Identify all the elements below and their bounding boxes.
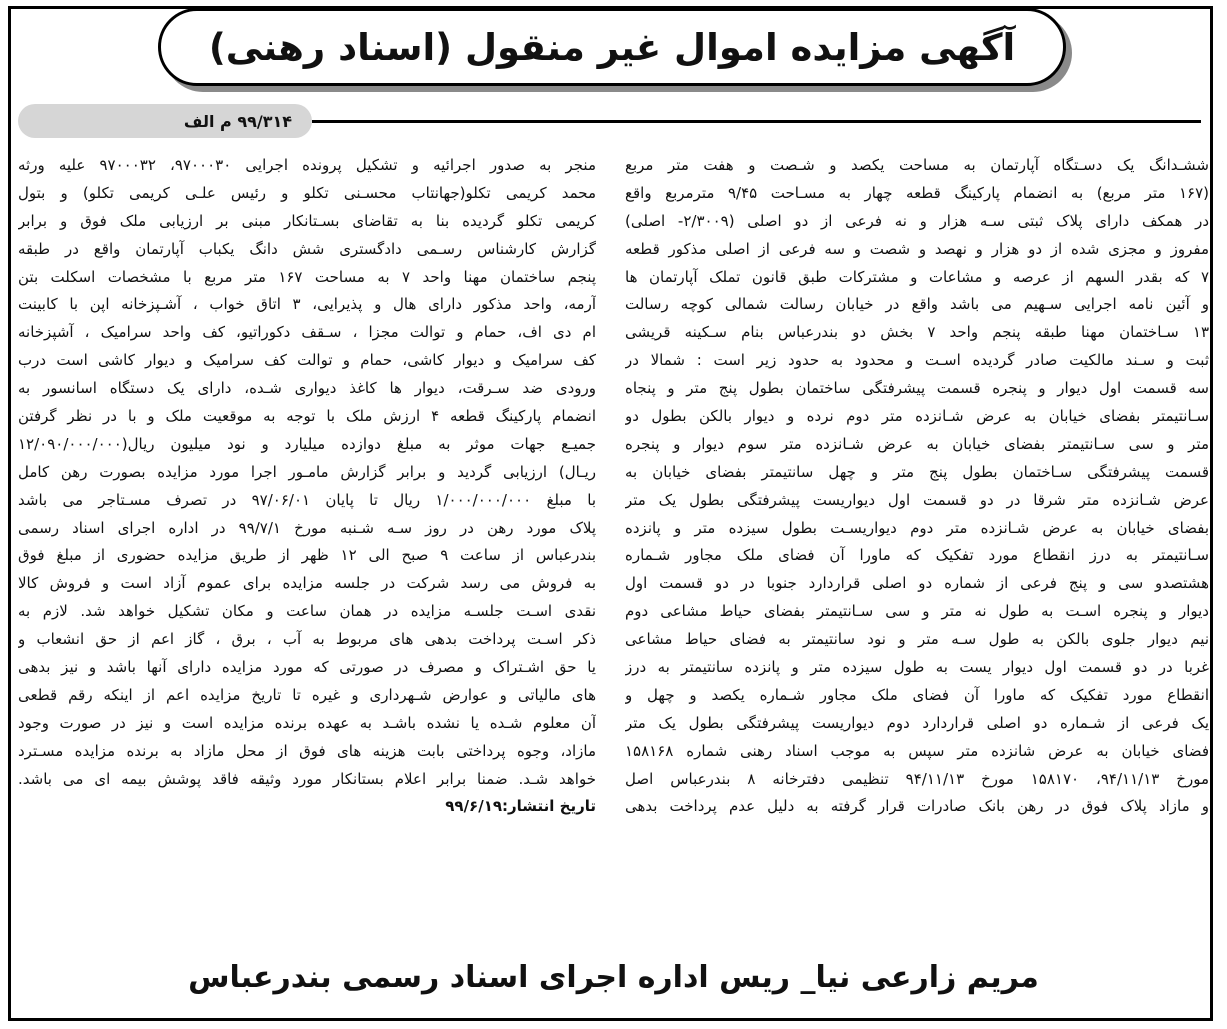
right-text-line: ثبت و سـند مالکیت صادر گردیده اسـت و محدود به حدود زیر است : شمالا در [625,351,1209,370]
right-text-line: سه قسمت اول دیوار و پنجره قسمت پیشرفتگی ساختمان بطول پنج متر و پنجاه [625,379,1209,398]
left-text-line: کف سرامیک و دیوار کاشی، حمام و توالت کف سرامیک و دیوار کاشی است درب [18,351,596,370]
title-banner [158,8,1066,86]
left-text-line: ریـال) ارزیابی گردید و برابر گزارش مامـور اجرا مورد مزایده بصورت رهن کامل [18,462,596,481]
right-text-line: سـانتیمتر به درز انقطاع مورد تفکیک که ماورا آن فضای ملک مجاور شـماره [625,546,1209,565]
left-text-line: آن معلوم شـده یا نشده باشـد به عهده برنده مزایده است و نیز در صورت وجود [18,713,596,732]
left-text-line: پنجم ساختمان مهنا واحد ۷ به مساحت ۱۶۷ متر مربع با مشخصات اسکلت بتن [18,267,596,286]
left-text-line: محمد کریمی تکلو(جهانتاب محسـنی تکلو و رئیس علـی کریمی تکلو) و بتول [18,183,596,202]
right-text-line: ششـدانگ یک دسـتگاه آپارتمان به مساحت یکصد و شـصت و هفت متر مربع [625,156,1209,174]
right-text-line: مورخ ۹۴/۱۱/۱۳، ۱۵۸۱۷۰ مورخ ۹۴/۱۱/۱۳ تنظیمی دفترخانه ۸ بندرعباس اصل [625,769,1209,788]
right-text-line: هشتصدو سی و پنج فرعی از شماره دو اصلی قراردارد جنوبا در دو قسمت اول [625,574,1209,593]
left-text-line: نقدی اسـت جلسـه مزایده در همان ساعت و مکان تشکیل خواهد شد. لازم به [18,602,596,621]
notice-title: آگهی مزایده اموال غیر منقول (اسناد رهنی) [208,25,1016,69]
left-text-line: گزارش کارشناس رسـمی دادگستری شش دانگ یکباب آپارتمان واقع در طبقه [18,239,596,258]
right-text-line: دیوار و پنجره اسـت به طول نه متر و سی سـانتیمتر بفضای حیاط مشاعی دوم [625,602,1209,621]
right-text-line: ۱۳ سـاختمان مهنا طبقه پنجم واحد ۷ بخش دو بندرعباس بنام سـکینه قریشی [625,323,1209,342]
right-text-line: و مازاد پلاک فوق در رهن بانک صادرات قرار گرفته به دلیل عدم پرداخت بدهی [625,797,1209,816]
right-text-line: در همکف دارای پلاک ثبتی سـه هزار و نه فرعی از دو اصلی (۲/۳۰۰۹- اصلی) [625,211,1209,230]
left-text-line: ام دی اف، حمام و توالت مجزا ، سـقف دکوراتیو، کف واحد سرامیک ، آشپزخانه [18,323,596,342]
right-text-line: قسمت پیشرفتگی سـاختمان بطول پنج متر و چهل سانتیمتر بفضای خیابان به [625,462,1209,481]
right-text-line: متر و سی سـانتیمتر بفضای خیابان به عرض شـانزده متر سوم دیوار و پنجره [625,434,1209,453]
left-text-line: ذکر اسـت پرداخت بدهی های مربوط به آب ، برق ، گاز اعم از حق انشعاب و [18,630,596,649]
reference-number: ۹۹/۳۱۴ م الف [183,111,292,131]
right-text-line: غربا در دو قسمت اول دیوار یست به طول سیزده متر و پانزده سانتیمتر به درز [625,658,1209,677]
right-column [625,152,1209,821]
left-text-line: جمیـع جهات موثر به مبلغ دوازده میلیارد و نود میلیون ریال(۱۲/۰۹۰/۰۰۰/۰۰۰ [18,434,596,453]
right-text-line: ۷ که بقدر السهم از عرصه و مشاعات و مشترکات طبق قانون تملک آپارتمان ها [625,267,1209,286]
footer [0,952,1227,1002]
left-text-line: یا حق اشـتراک و مصرف در صورتی که مورد مزایده دارای آنها باشد و نیز بدهی [18,658,596,677]
left-text-line: مازاد، وجوه پرداختی بابت هزینه های فوق از محل مازاد به برنده مزایده مسـترد [18,741,596,760]
left-text-line: کریمی تکلو گردیده بنا به تقاضای بسـتانکار مبنی بر ارزیابی ملک فوق و برابر [18,211,596,230]
reference-badge [18,104,312,138]
right-text-line: انقطاع مورد تفکیک که ماورا آن فضای ملک مجاور شـماره یکصد و چهل و [625,685,1209,704]
right-text-line: مفروز و مجزی شده از دو هزار و نهصد و شصت و سه فرعی از اصلی مذکور قطعه [625,239,1209,258]
left-text-line: آرمه، واحد مذکور دارای هال و پذیرایی، ۳ اتاق خواب ، آشـپزخانه اپن با کابینت [18,295,596,314]
right-text-line: فضای خیابان به عرض شانزده متر سپس به موجب اسناد رهنی شماره ۱۵۸۱۶۸ [625,741,1209,760]
right-text-line: یک فرعی از شـماره دو اصلی قراردارد دوم دیواریست پیشرفتگی بطول یک متر [625,713,1209,732]
right-text-line: نیم دیوار جلوی بالکن به طول سـه متر و نود سانتیمتر به فضای حیاط مشاعی [625,630,1209,649]
left-text-line: منجر به صدور اجرائیه و تشکیل پرونده اجرایی ۹۷۰۰۰۳۰، ۹۷۰۰۰۳۲ علیه ورثه [18,156,596,174]
right-text-line: عرض شـانزده متر شرقا در دو قسمت اول دیواریست پیشرفتگی بطول یک متر [625,490,1209,509]
left-text-line: به فروش می رسد شرکت در جلسه مزایده برای عموم آزاد است و فروش کالا [18,574,596,593]
left-text-line: انضمام پارکینگ قطعه ۴ ارزش ملک با توجه به موقعیت ملک و با در نظر گرفتن [18,407,596,426]
publish-date: تاریخ انتشار:۹۹/۶/۱۹ [445,797,596,816]
left-text-line: با مبلغ ۱/۰۰۰/۰۰۰/۰۰۰ ریال تا پایان ۹۷/۰۶/۰۱ در تصرف مسـتاجر می باشد [18,490,596,509]
right-text-line: و آئین نامه اجرایی سـهیم می باشد واقع در خیابان رسالت شمالی کوچه رسالت [625,295,1209,314]
signature-line: مریم زارعی نیا_ ریس اداره اجرای اسناد رسمی بندرعباس [188,959,1039,995]
right-text-line: سـانتیمتر بفضای خیابان به عرض شـانزده متر دوم نرده و دیوار بالکن بطول دو [625,407,1209,426]
left-text-line: پلاک مورد رهن در روز سـه شـنبه مورخ ۹۹/۷/۱ در اداره اجرای اسناد رسمی [18,518,596,537]
right-text-line: بفضای خیابان به عرض شـانزده متر دوم دیواریسـت بطول سیزده متر و پانزده [625,518,1209,537]
left-column [18,152,596,821]
header-divider [312,120,1201,123]
left-text-line: های مالیاتی و عوارض شـهرداری و غیره تا تاریخ مزایده اعم از اینکه رقم قطعی [18,685,596,704]
right-text-line: (۱۶۷ متر مربع) به انضمام پارکینگ قطعه چهار به مسـاحت ۹/۴۵ مترمربع واقع [625,183,1209,202]
left-text-line: بندرعباس از ساعت ۹ صبح الی ۱۲ ظهر از طریق مزایده حضوری از مبلغ فوق [18,546,596,565]
left-text-line: خواهد شـد. ضمنا برابر اعلام بستانکار مورد وثیقه فاقد پوشش بیمه ای می باشد. [18,769,596,788]
left-text-line: ورودی ضد سـرقت، دیوار ها کاغذ دیواری شـده، دارای یک دستگاه اسانسور به [18,379,596,398]
